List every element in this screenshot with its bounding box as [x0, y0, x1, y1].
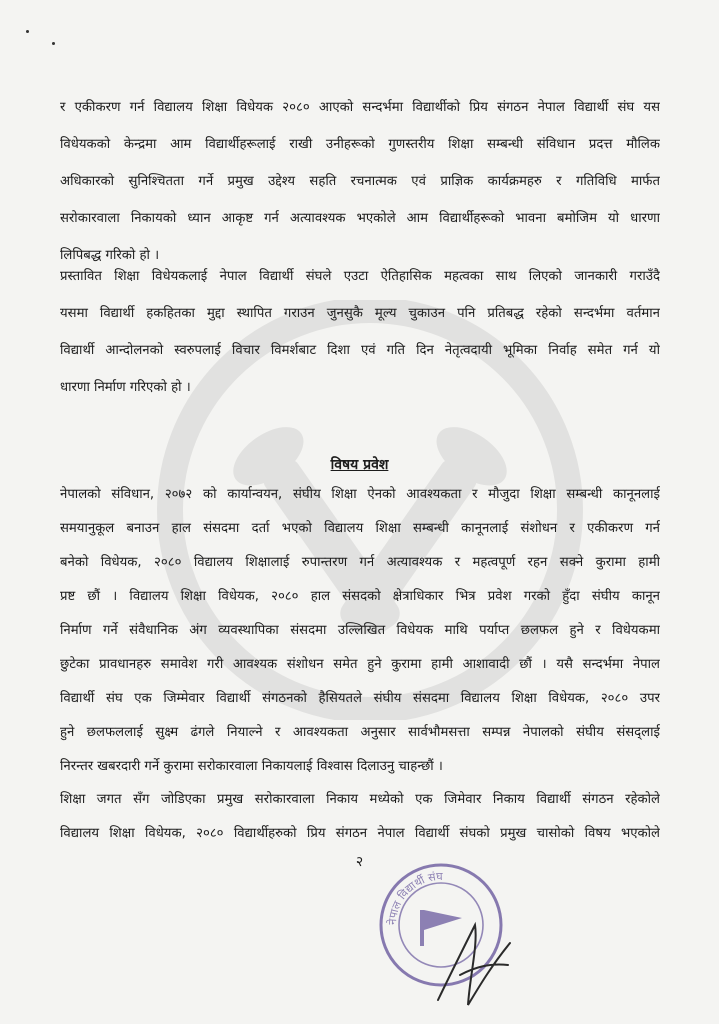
text-line: सरोकारवाला निकायको ध्यान आकृष्ट गर्न अत्यावश्यक भएकोले आम विद्यार्थीहरूको भावना बमोजिम यो धारणा	[60, 211, 660, 226]
text-line: यसमा विद्यार्थी हकहितका मुद्दा स्थापित गराउन जुनसुकै मूल्य चुकाउन पनि प्रतिबद्ध रहेको सन्दर्भमा वर्तमान	[60, 306, 660, 321]
signature	[420, 905, 530, 1015]
text-line: नेपालको संविधान, २०७२ को कार्यान्वयन, संघीय शिक्षा ऐनको आवश्यकता र मौजुदा शिक्षा सम्बन्धी कानूनलाई	[60, 487, 660, 502]
page-number: २	[355, 854, 364, 870]
text-line: विधेयकको केन्द्रमा आम विद्यार्थीहरूलाई राखी उनीहरूको गुणस्तरीय शिक्षा सम्बन्धी संविधान प्रदत्त मौलिक	[60, 137, 660, 152]
text-line: निरन्तर खबरदारी गर्ने कुरामा सरोकारवाला निकायलाई विश्वास दिलाउनु चाहन्छौं ।	[60, 759, 443, 774]
scan-speck	[52, 42, 55, 45]
text-line: छुटेका प्रावधानहरु समावेश गरी आवश्यक संशोधन समेत हुने कुरामा हामी आशावादी छौं । यसै सन्दर्भमा नेपाल	[60, 657, 660, 672]
seal-text: नेपाल विद्यार्थी संघ	[385, 869, 443, 926]
text-line: समयानुकूल बनाउन हाल संसदमा दर्ता भएको विद्यालय शिक्षा सम्बन्धी कानूनलाई संशोधन र एकीकरण गर्न	[60, 521, 660, 536]
text-line: प्रस्तावित शिक्षा विधेयकलाई नेपाल विद्यार्थी संघले एउटा ऐतिहासिक महत्वका साथ लिएको जानकारी गराउँदै	[60, 269, 660, 284]
text-line: हुने छलफललाई सुक्ष्म ढंगले नियाल्ने र आवश्यकता अनुसार सार्वभौमसत्ता सम्पन्न नेपालको संघीय संसद्लाई	[60, 725, 660, 740]
text-line: बनेको विधेयक, २०८० विद्यालय शिक्षालाई रुपान्तरण गर्न अत्यावश्यक र महत्वपूर्ण रहन सक्ने कुरामा हामी	[60, 555, 660, 570]
text-line: विद्यार्थी आन्दोलनको स्वरुपलाई विचार विमर्शबाट दिशा एवं गति दिन नेतृत्वदायी भूमिका निर्वाह समेत गर्न यो	[60, 343, 660, 358]
text-line: निर्माण गर्ने संवैधानिक अंग व्यवस्थापिका संसदमा उल्लिखित विधेयक माथि पर्याप्त छलफल हुने र विधेयकमा	[60, 623, 660, 638]
text-line: विद्यालय शिक्षा विधेयक, २०८० विद्यार्थीहरुको प्रिय संगठन नेपाल विद्यार्थी संघको प्रमुख चासोको विषय भएकोले	[60, 826, 660, 841]
text-line: विद्यार्थी संघ एक जिम्मेवार विद्यार्थी संगठनको हैसियतले संघीय संसदमा विद्यालय शिक्षा विधेयक, २०८० उपर	[60, 691, 660, 706]
section-heading	[0, 455, 719, 474]
section-heading-text: विषय प्रवेश	[330, 457, 389, 473]
text-line: धारणा निर्माण गरिएको हो ।	[60, 380, 191, 395]
text-line: प्रष्ट छौं । विद्यालय शिक्षा विधेयक, २०८० हाल संसदको क्षेत्राधिकार भित्र प्रवेश गरको हुँदा संघीय कानून	[60, 589, 660, 604]
text-line: शिक्षा जगत सँग जोडिएका प्रमुख सरोकारवाला निकाय मध्येको एक जिमेवार निकाय विद्यार्थी संगठन रहेकोले	[60, 792, 660, 807]
text-line: र एकीकरण गर्न विद्यालय शिक्षा विधेयक २०८० आएको सन्दर्भमा विद्यार्थीको प्रिय संगठन नेपाल विद्यार्थी संघ यस	[60, 100, 660, 115]
scan-speck	[26, 30, 29, 33]
text-line: अधिकारको सुनिश्चितता गर्ने प्रमुख उद्देश्य सहति रचनात्मक एवं प्राज्ञिक कार्यक्रमहरु र गतिविधि मार्फत	[60, 174, 660, 189]
text-line: लिपिबद्ध गरिको हो ।	[60, 248, 160, 263]
